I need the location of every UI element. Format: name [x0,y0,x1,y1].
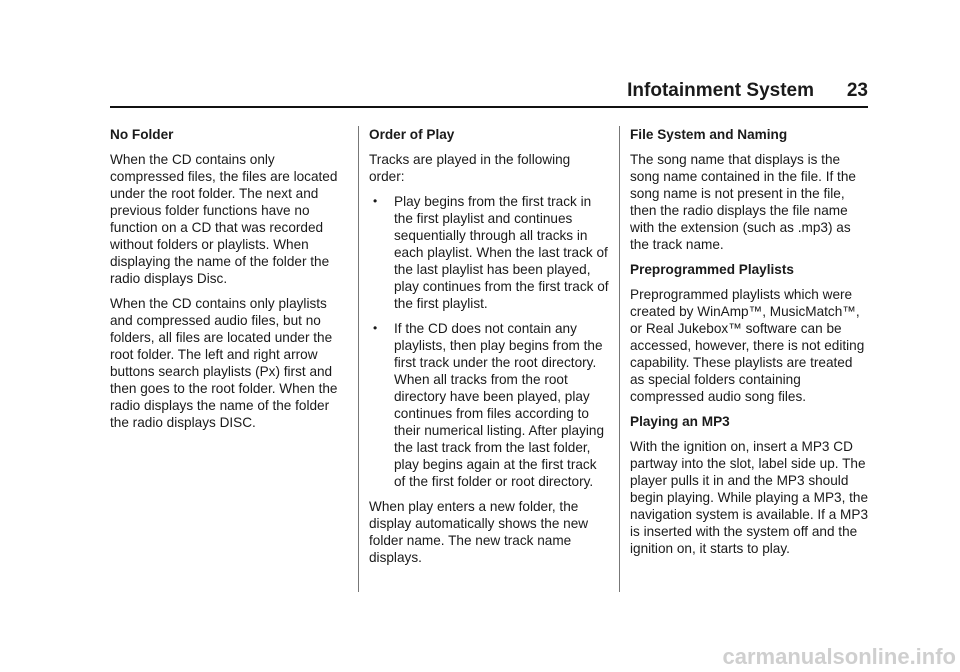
paragraph: When play enters a new folder, the display automatically shows the new folder name. The new track name displays. [369,499,589,565]
paragraph: Tracks are played in the following order: [369,152,571,184]
bullet-icon: • [373,321,378,335]
column-1 [110,126,350,439]
section-heading: No Folder [110,127,174,142]
section-heading: File System and Naming [630,127,788,142]
list-item-text: If the CD does not contain any playlists, then play begins from the first track under the root directory. When all tracks from the root directory have been played, play continues from files according to their numerical listing. After playing the last track from the last folder, play begins again at the first track of the first folder or root directory. [394,321,605,489]
paragraph: When the CD contains only playlists and compressed audio files, but no folders, all files are located under the root folder. The left and right arrow buttons search playlists (Px) first and then goes to the root folder. When the radio displays the name of the folder the radio displays DISC. [110,296,338,430]
section-heading: Order of Play [369,127,455,142]
section-title: Infotainment System [627,80,814,101]
page-header [110,80,868,108]
column-divider [619,126,620,592]
paragraph: With the ignition on, insert a MP3 CD partway into the slot, label side up. The player pulls it in and the MP3 should begin playing. While playing a MP3, the navigation system is available. If a MP3 is inserted with the system off and the ignition on, it starts to play. [630,439,869,556]
page-number: 23 [846,80,868,101]
list-item [369,193,609,312]
section-heading: Preprogrammed Playlists [630,262,794,277]
list-item-text: Play begins from the first track in the first playlist and continues sequentially through all tracks in each playlist. When the last track of the last playlist has been played, play continues from the first track of the first playlist. [394,194,609,311]
paragraph: The song name that displays is the song name contained in the file. If the song name is not present in the file, then the radio displays the file name with the extension (such as .mp3) as the track name. [630,152,856,252]
paragraph: Preprogrammed playlists which were created by WinAmp™, MusicMatch™, or Real Jukebox™ software can be accessed, however, there is not editing capability. These playlists are treated as special folders containing compressed audio song files. [630,287,865,404]
paragraph: When the CD contains only compressed files, the files are located under the root folder. The next and previous folder functions have no function on a CD that was recorded without folders or playlists. When displaying the name of the folder the radio displays Disc. [110,152,338,286]
column-2 [369,126,609,574]
bullet-list [369,193,609,490]
column-3 [630,126,870,565]
watermark: carmanualsonline.info [722,644,956,669]
section-heading: Playing an MP3 [630,414,730,429]
list-item [369,320,609,490]
bullet-icon: • [373,194,378,208]
column-divider [358,126,359,592]
